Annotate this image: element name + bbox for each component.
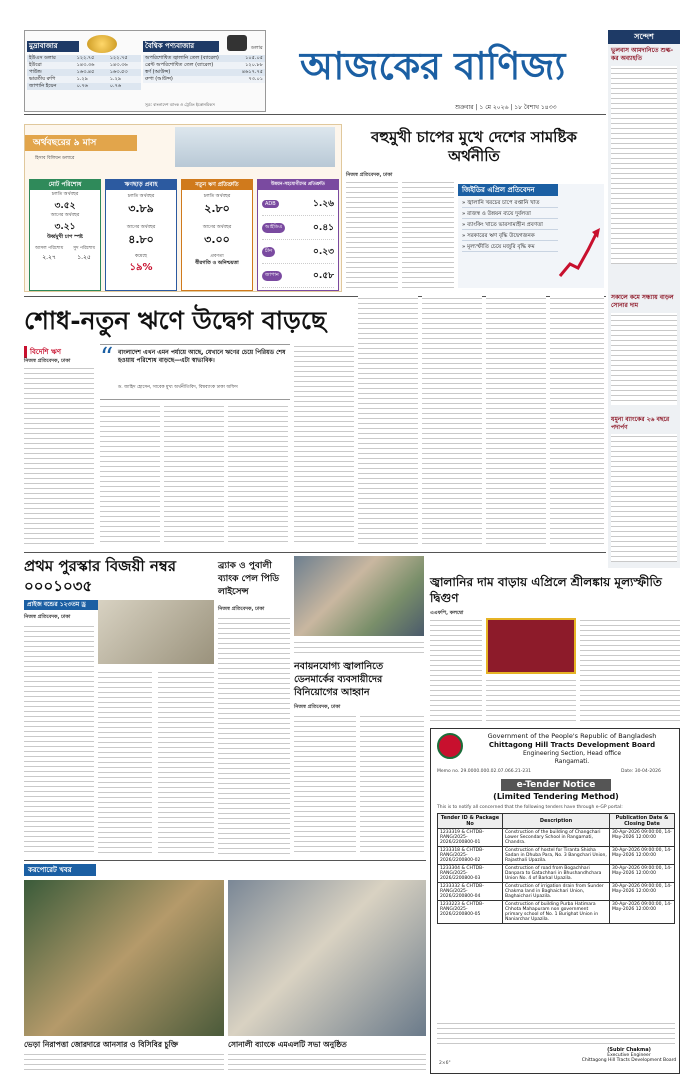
debt-col1	[24, 366, 94, 546]
commodity-name: ব্রেন্ট অপরিশোধিত তেল (ব্যারেল)	[145, 62, 214, 68]
sidebar	[608, 30, 680, 568]
tender-id: 1233332 & CHTDB-RANG/2025-2026/2200800-04	[438, 883, 503, 901]
rising-arrow-graphic	[558, 224, 600, 282]
lottery-col2	[98, 670, 152, 856]
donor-row	[262, 216, 334, 240]
currency-row	[27, 55, 141, 62]
t3-label2: আগের অর্থবছর	[202, 225, 232, 230]
t3-val1: ২.৮০	[204, 202, 230, 215]
t1-val1: ৩.৫২	[54, 201, 76, 211]
debt-section-label: বিদেশি ঋণ	[24, 346, 84, 358]
sidebar-story3-body	[611, 434, 677, 562]
currency-table	[27, 55, 141, 90]
tile1-title: মোট পরিশোধ	[30, 180, 100, 190]
t3-label1: চলতি অর্থবছর	[203, 194, 231, 199]
tender-description: Construction of hostel for Tiranta Shisha Sadan in Dhuba Para, No. 3 Bangchari Union, Rajasthali Upazila.	[503, 847, 610, 865]
t3-note1: প্রবণতা	[210, 254, 224, 259]
t2-val3: ১৯%	[129, 262, 153, 273]
lead-col5	[486, 296, 546, 546]
commodity-name: রুপা (আউন্স)	[145, 76, 173, 82]
debt-headline: শোধ-নতুন ঋণে উদ্বেগ বাড়ছে	[24, 306, 327, 335]
currency-rate: ১.২৯	[109, 76, 122, 82]
sidebar-story1-body	[611, 66, 677, 264]
corporate-photo1	[24, 880, 224, 1036]
tile-new-commitment	[181, 179, 253, 291]
bank-license-byline: নিজস্ব প্রতিবেদক, ঢাকা	[218, 606, 265, 612]
donor-row	[262, 264, 334, 288]
donor-name: জাপান	[262, 271, 282, 281]
currency-name: ইউরো	[29, 62, 42, 68]
t1-label2: আগের অর্থবছর	[50, 213, 80, 218]
debt-col3	[164, 404, 224, 546]
lead-col6	[550, 296, 604, 546]
denmark-col2	[360, 714, 424, 856]
tender-org: Chittagong Hill Tracts Development Board	[488, 741, 656, 749]
lottery-col3	[158, 670, 214, 856]
commodity-row	[143, 55, 265, 62]
currency-rate: ১২২.৭৫	[109, 55, 128, 61]
photo-caption	[294, 640, 424, 654]
commodity-row	[143, 69, 265, 76]
market-source: সূত্র: বাংলাদেশ ব্যাংক ও ট্রেডিং ইকোনমিকস	[145, 102, 215, 107]
corporate-story1-title: ভেড়া নিরাপত্তা জোরদারে আনসার ও বিসিবির চুক্তি	[24, 1040, 179, 1049]
currency-row	[27, 69, 141, 76]
denmark-col1	[294, 714, 356, 856]
lottery-headline: প্রথম পুরস্কার বিজয়ী নম্বর ০০০১০৩৫	[24, 557, 176, 595]
lead-col3	[358, 296, 418, 546]
report-bullet: » রাজস্ব ও উন্নয়ন ব্যয়ে দুর্বলতা	[462, 210, 558, 219]
currency-name: পাউন্ড	[29, 69, 42, 75]
tender-description: Construction of building Purba Hatimara Chhota Mahapuram non government primary school of No. 1 Burighat Union in Naniarchar Upazila.	[503, 901, 610, 924]
report-bullet: » জ্বালানি খরচের চাপে রপ্তানি খাত	[462, 199, 558, 208]
prize-bond-photo	[98, 600, 214, 664]
currency-name: ভারতীয় রুপি	[29, 76, 56, 82]
t1-label1: চলতি অর্থবছর	[51, 192, 79, 197]
corporate-story2-body	[228, 1052, 426, 1074]
col-dates: Publication Date & Closing Date	[610, 814, 675, 829]
currency-rate: ১৪৩.৩৬	[76, 62, 95, 68]
currency-rate: ১.২৯	[76, 76, 88, 82]
tender-id: 1233304 & CHTDB-RANG/2025-2026/2200800-03	[438, 865, 503, 883]
currency-row	[27, 62, 141, 69]
donor-list	[258, 190, 338, 290]
tender-footer-text	[437, 1021, 675, 1047]
tile4-title: উন্নয়ন-সহযোগীদের প্রতিশ্রুতি	[258, 180, 338, 190]
commodity-name: অপরিশোধিত জ্বালানি তেল (ব্যারেল)	[145, 55, 219, 61]
col-tender-id: Tender ID & Package No	[438, 814, 503, 829]
commodity-price: ১২০.৮৮	[245, 62, 263, 68]
debt-col5	[294, 344, 354, 546]
global-commodity-title: বৈশ্বিক পণ্যবাজার	[143, 41, 219, 52]
commodity-table	[143, 55, 265, 83]
commodity-row	[143, 62, 265, 69]
tender-row	[438, 865, 675, 883]
tender-dept: Engineering Section, Head office	[522, 750, 622, 757]
currency-market-title: মুদ্রাবাজার	[27, 41, 79, 52]
report-bullet: » ব্যাংকিং খাতে ভারসাম্যহীন প্রবণতা	[462, 221, 558, 230]
meeting-photo	[294, 556, 424, 636]
lottery-byline: নিজস্ব প্রতিবেদক, ঢাকা	[24, 614, 71, 620]
lead-byline: নিজস্ব প্রতিবেদক, ঢাকা	[346, 172, 393, 178]
tender-subtitle: (Limited Tendering Method)	[493, 792, 619, 801]
debt-byline: নিজস্ব প্রতিবেদক, ঢাকা	[24, 358, 71, 364]
donor-row	[262, 240, 334, 264]
srilanka-flag-image	[486, 618, 576, 674]
sign-name: (Subir Chakma)	[607, 1047, 651, 1053]
tender-id: 1233223 & CHTDB-RANG/2025-2026/2200800-05	[438, 901, 503, 924]
sidebar-story3-title: যমুনা ব্যাংকের ২৬ বছরে পদার্পণ	[611, 416, 670, 431]
quote-attribution: ড. জাহিদ হোসেন, সাবেক মুখ্য অর্থনীতিবিদ, বিশ্বব্যাংক ঢাকা অফিস	[118, 385, 238, 390]
ged-report-box	[458, 184, 604, 288]
tile-donor-commitment	[257, 179, 339, 291]
tender-dates: 30-Apr-2026 09:00:00, 14-May-2026 12:00:00	[610, 829, 675, 847]
srilanka-col1	[430, 618, 482, 722]
commodity-unit: ডলার	[251, 45, 263, 51]
srilanka-byline: এএফপি, কলম্বো	[430, 610, 464, 616]
commodity-price: ১০৫.০৫	[245, 55, 263, 61]
debt-col4	[228, 404, 288, 546]
lead-col2	[402, 180, 454, 290]
debt-col2	[100, 404, 160, 546]
donor-name: ADB	[262, 200, 279, 208]
lead-col4	[422, 296, 482, 546]
tender-title: e-Tender Notice	[501, 779, 611, 791]
tender-id: 1233319 & CHTDB-RANG/2025-2026/2200800-01	[438, 829, 503, 847]
tender-signature	[581, 1047, 677, 1063]
tender-row	[438, 901, 675, 924]
infographic-subtitle: হিসাব বিলিয়ন ডলারে	[35, 156, 75, 161]
infographic	[24, 124, 342, 292]
t3-note2: ধীরগতি ও অনিশ্চয়তা	[195, 260, 239, 266]
skyline-image	[175, 127, 335, 167]
bank-license-headline: ব্র্যাক ও পুবালী ব্যাংক পেল পিডি লাইসেন্স	[218, 561, 280, 597]
t2-val1: ৩.৮৯	[128, 202, 154, 215]
tender-dates: 30-Apr-2026 09:00:00, 14-May-2026 12:00:00	[610, 883, 675, 901]
t2-val2: ৪.৮০	[128, 233, 154, 246]
currency-rate: ০.৭৬	[76, 83, 88, 89]
tile-disbursement	[105, 179, 177, 291]
lead-col1	[346, 180, 398, 290]
donor-name: চীন	[262, 247, 275, 257]
tender-city: Rangamati.	[554, 758, 590, 765]
t2-label2: আগের অর্থবছর	[126, 225, 156, 230]
lead-headline: বহুমুখী চাপের মুখে দেশের সামষ্টিক অর্থনীতি	[371, 128, 577, 165]
sign-org: Chittagong Hill Tracts Development Board	[581, 1058, 677, 1063]
sidebar-story2-body	[611, 313, 677, 405]
donor-name: আইডিএ	[262, 223, 285, 233]
tender-ad-code: 2×6"	[439, 1061, 451, 1066]
sign-title: Executive Engineer	[607, 1053, 651, 1058]
currency-name: জাপানি ইয়েন	[29, 83, 57, 89]
tender-description: Construction of irrigation drain from Sunder Chakma land in Baghaichari Union, Baghaichari Upazila.	[503, 883, 610, 901]
corporate-label: করপোরেট খবর	[24, 864, 96, 876]
tender-description: Construction of road from Bogachhari Danpara to Gatachhari in Bhushandhchara Union No. 4 of Barkal Upazila.	[503, 865, 610, 883]
denmark-headline: নবায়নযোগ্য জ্বালানিতে ডেনমার্কের ব্যবসায়ীদের বিনিয়োগের আহ্বান	[294, 661, 384, 698]
denmark-byline: নিজস্ব প্রতিবেদক, ঢাকা	[294, 704, 341, 710]
tile-total-repayment	[29, 179, 101, 291]
tender-description: Construction of the building of Changchari Lower Secondary School in Rangamati, Chandra.	[503, 829, 610, 847]
srilanka-col3	[580, 618, 680, 722]
sidebar-story2-title: সকালে কমে সন্ধ্যায় বাড়ল সোনার দাম	[611, 294, 674, 309]
report-bullet: » মূল্যস্ফীতি চেয়ে মজুরি বৃদ্ধি কম	[462, 243, 558, 252]
currency-rate: ১২২.৭৫	[76, 55, 95, 61]
donor-value: ১.২৬	[313, 199, 334, 209]
srilanka-col2	[486, 678, 576, 722]
report-bullet: » সরকারের ঋণ বৃদ্ধি উদ্বেগজনক	[462, 232, 558, 241]
report-title: জিইডির এপ্রিল প্রতিবেদন	[458, 184, 558, 196]
tender-gov: Government of the People's Republic of Bangladesh	[487, 732, 657, 740]
donor-value: ০.৪১	[313, 223, 334, 233]
currency-name: ইউএস ডলার	[29, 55, 56, 61]
col-description: Description	[503, 814, 610, 829]
t2-label3: কমেছে	[135, 254, 147, 259]
tender-dates: 30-Apr-2026 09:00:00, 14-May-2026 12:00:00	[610, 847, 675, 865]
corporate-story1-body	[24, 1052, 224, 1074]
tender-id: 1233318 & CHTDB-RANG/2025-2026/2200800-02	[438, 847, 503, 865]
govt-logo	[437, 733, 463, 759]
donor-row	[262, 192, 334, 216]
market-box	[24, 30, 266, 112]
tender-table	[437, 813, 675, 924]
t1-label4: সুদ পরিশোধ	[73, 246, 95, 251]
sidebar-header: সন্দেশ	[608, 30, 680, 44]
corporate-story2-title: সোনালী ব্যাংকে এমএলটি সভা অনুষ্ঠিত	[228, 1040, 347, 1049]
currency-row	[27, 76, 141, 83]
prize-bond-label: প্রাইজ বন্ডের ১২৩তম ড্র	[24, 600, 120, 610]
t1-val3: ২.২৭	[42, 254, 56, 261]
tender-notice	[430, 728, 680, 1074]
tender-dates: 30-Apr-2026 09:00:00, 14-May-2026 12:00:00	[610, 901, 675, 924]
gold-coins-icon	[87, 35, 117, 53]
tender-row	[438, 847, 675, 865]
currency-rate: ১৬৩.৪৫	[76, 69, 95, 75]
corporate-photo2	[228, 880, 426, 1036]
commodity-name: স্বর্ণ (আউন্স)	[145, 69, 171, 75]
donor-value: ০.৫৮	[313, 271, 334, 281]
donor-value: ০.২৩	[313, 247, 334, 257]
sidebar-story1-title: ভুলবাস আমদানিতে শুল্ক-কর অব্যাহতি	[611, 47, 674, 62]
oil-barrel-icon	[227, 35, 247, 51]
srilanka-headline: জ্বালানির দাম বাড়ায় এপ্রিলে শ্রীলঙ্কায় মূল্যস্ফীতি দ্বিগুণ	[430, 575, 662, 605]
lottery-col1	[24, 624, 94, 856]
tile3-title: নতুন ঋণ প্রতিশ্রুতি	[182, 180, 252, 190]
commodity-row	[143, 76, 265, 83]
tender-row	[438, 883, 675, 901]
tender-date: Date: 30-04-2026	[621, 769, 661, 774]
tender-dates: 30-Apr-2026 09:00:00, 14-May-2026 12:00:00	[610, 865, 675, 883]
currency-row	[27, 83, 141, 90]
currency-rate: ১৪৩.৩৬	[109, 62, 128, 68]
tender-memo: Memo no. 29.0000.000.02.07.066.21-231	[437, 769, 531, 774]
bank-license-body	[218, 616, 290, 856]
quote-text: বাংলাদেশ এখন এমন পর্যায়ে আছে, যেখানে ঋণের চেয়ে পিরিয়ড শেষ হওয়ায় পরিশোধ বাড়ছে—এটা স্বাভাবিক।	[118, 349, 286, 364]
masthead-title: আজকের বাণিজ্য	[300, 43, 566, 88]
infographic-title: অর্থবছরের ৯ মাস	[25, 135, 137, 151]
tender-row	[438, 829, 675, 847]
pull-quote: “ বাংলাদেশ এখন এমন পর্যায়ে আছে, যেখানে ঋণের চেয়ে পিরিয়ড শেষ হওয়ায় পরিশোধ বাড়ছে—এটা স্বাভাবিক। ড. জাহিদ হোসেন, সাবেক মুখ্য অর্থনীতিবিদ, বিশ্বব্যাংক ঢাকা অফিস	[100, 344, 290, 400]
commodity-price: ৭৩.০১	[248, 76, 263, 82]
commodity-price: ৪৬১৭.৭৫	[241, 69, 263, 75]
tile2-title: ঋণছাড় প্রবাহ	[106, 180, 176, 190]
currency-rate: ০.৭৬	[109, 83, 122, 89]
dateline: শুক্রবার | ১ মে ২০২৬ | ১৮ বৈশাখ ১৪৩৩	[455, 104, 557, 111]
t1-note: উর্ধ্বমুখী চাপ স্পষ্ট	[47, 234, 83, 240]
t3-val2: ৩.০০	[204, 233, 230, 246]
t1-val2: ৩.২১	[54, 222, 76, 232]
tender-intro: This is to notify all concerned that the following tenders have through e-GP portal:	[437, 805, 623, 810]
t1-val4: ১.২৫	[77, 254, 91, 261]
currency-rate: ১৬৩.৫৩	[109, 69, 128, 75]
t2-label1: চলতি অর্থবছর	[127, 194, 155, 199]
t1-label3: আসল পরিশোধ	[34, 246, 64, 251]
